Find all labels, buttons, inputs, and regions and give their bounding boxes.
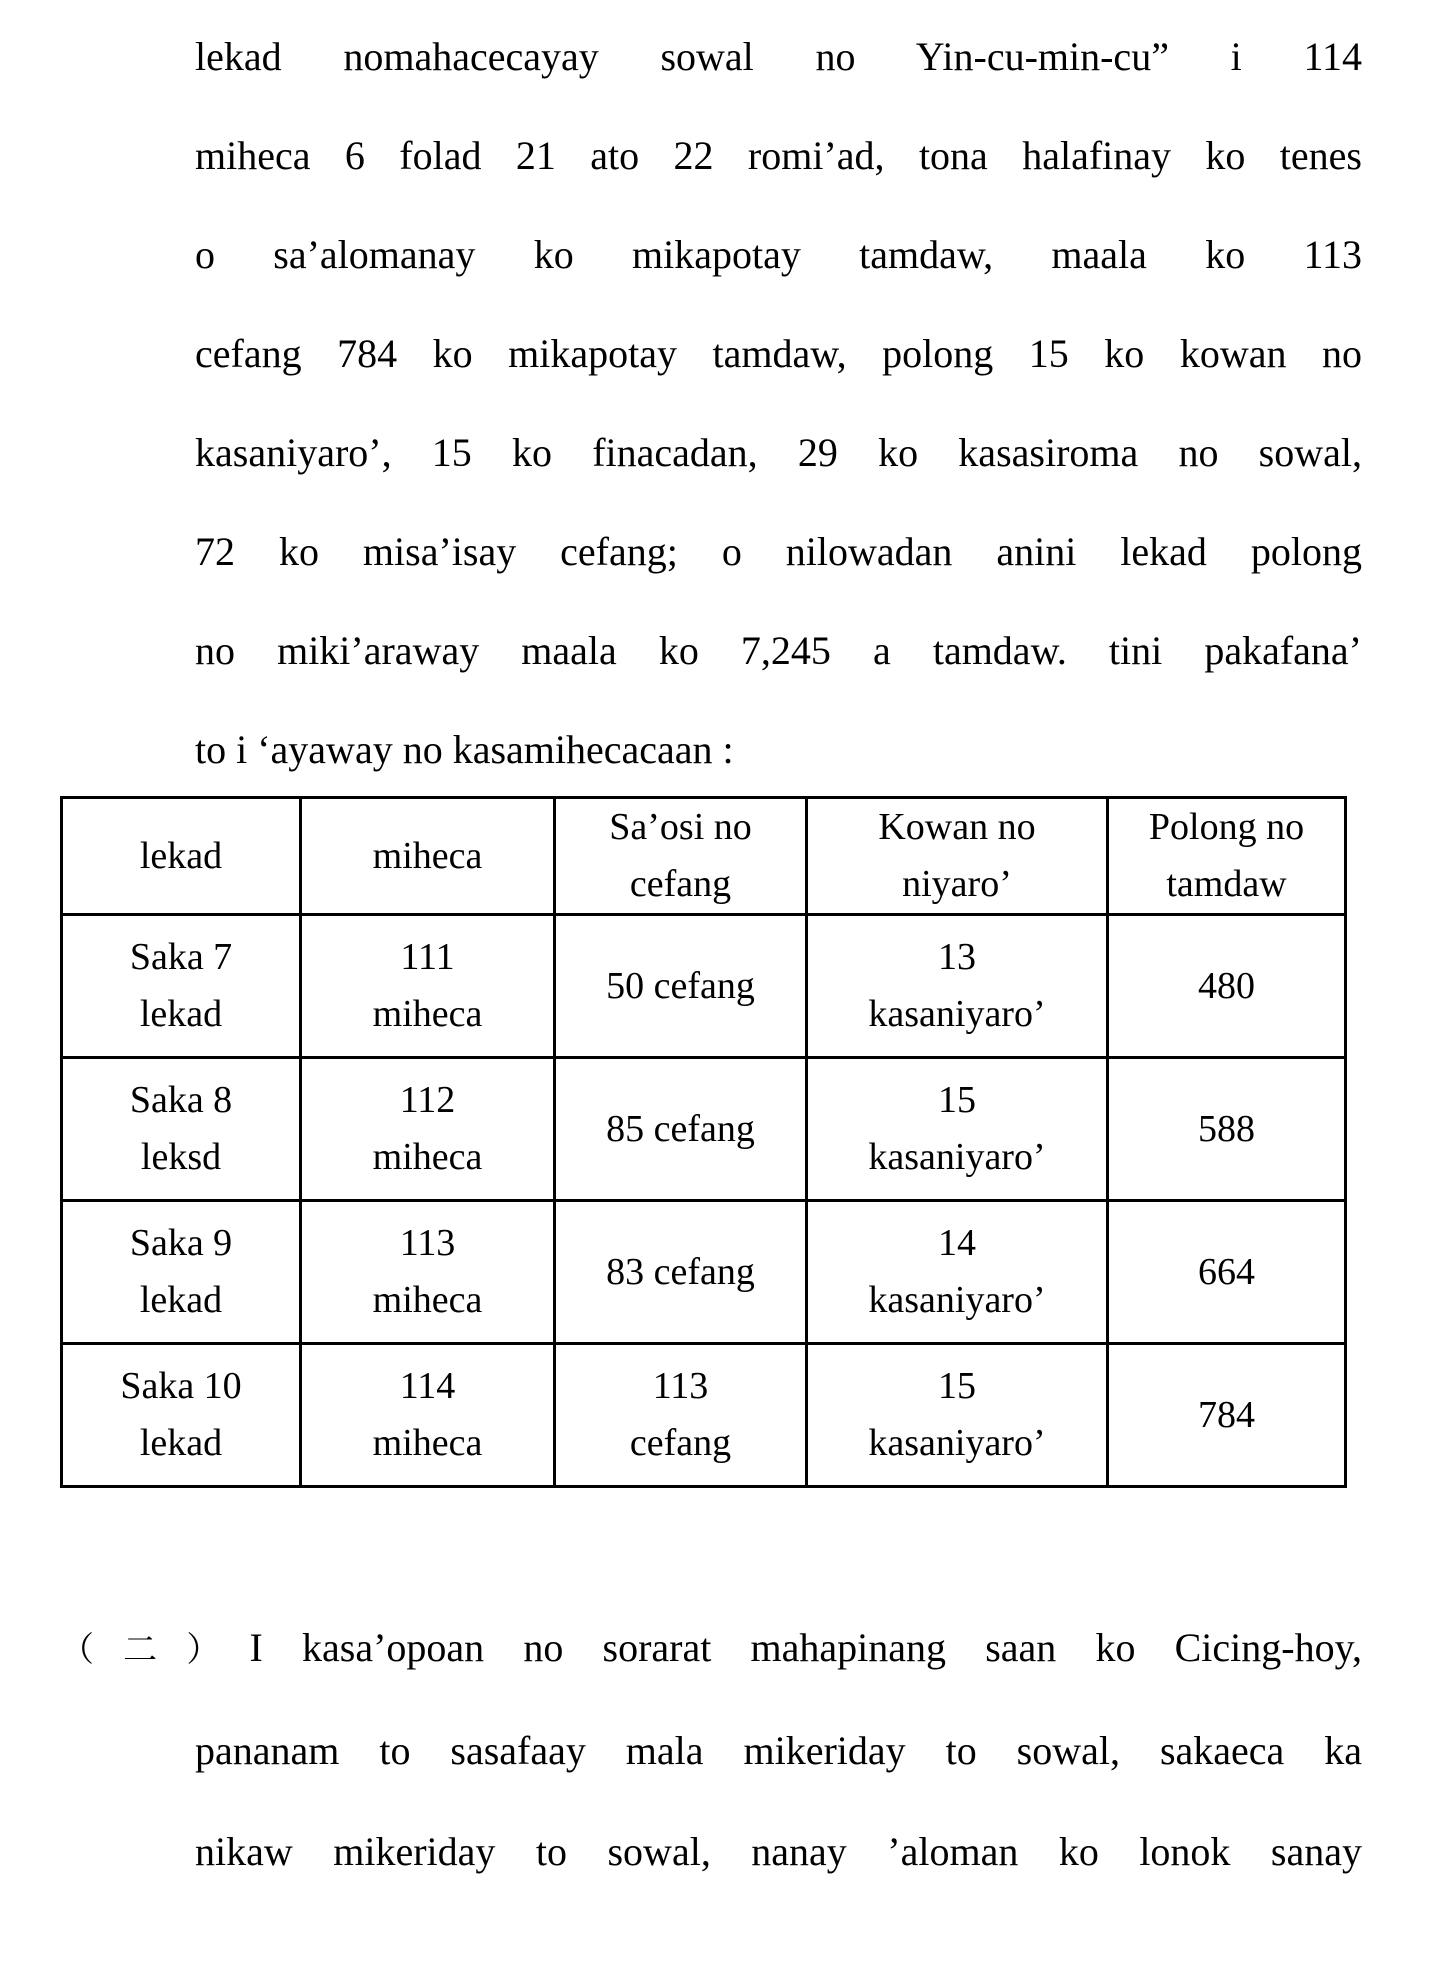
cell-text: cefang — [629, 863, 732, 905]
table-cell — [62, 915, 301, 1058]
table-row — [62, 1344, 1346, 1487]
cell-text: 113 — [652, 1365, 709, 1407]
table-cell — [1108, 1058, 1346, 1201]
table-cell — [1108, 915, 1346, 1058]
table-cell — [301, 1058, 555, 1201]
cell-text: 664 — [1198, 1250, 1255, 1293]
section-marker: （二） — [60, 1630, 250, 1670]
cell-text: 480 — [1198, 964, 1255, 1007]
text-line-content: I kasa’opoan no sorarat mahapinang saan ko Cicing-hoy, — [249, 1625, 1362, 1670]
cell-text: kasaniyaro’ — [868, 1422, 1046, 1464]
table-row — [62, 915, 1346, 1058]
cell-text: Polong no — [1148, 806, 1305, 848]
header-cell — [555, 798, 807, 915]
table-cell — [555, 915, 807, 1058]
cell-text: 83 cefang — [606, 1250, 755, 1293]
text-line: no miki’araway maala ko 7,245 a tamdaw. tini pakafana’ — [195, 628, 1362, 673]
cell-text: lekad — [139, 834, 223, 877]
table-cell — [807, 1201, 1108, 1344]
cell-text: 784 — [1198, 1393, 1255, 1436]
cell-text: Sa’osi no — [609, 806, 752, 848]
cell-text: miheca — [372, 1422, 483, 1464]
table-cell — [301, 915, 555, 1058]
table-cell — [807, 915, 1108, 1058]
header-cell — [1108, 798, 1346, 915]
header-cell — [62, 798, 301, 915]
table-cell — [301, 1201, 555, 1344]
cell-text: Saka 8 — [129, 1079, 233, 1121]
statistics-table — [60, 796, 1347, 1488]
table-cell — [1108, 1344, 1346, 1487]
cell-text: 588 — [1198, 1107, 1255, 1150]
cell-text: niyaro’ — [902, 863, 1012, 905]
cell-text: Saka 10 — [120, 1365, 242, 1407]
cell-text: 14 — [938, 1222, 976, 1264]
cell-text: miheca — [372, 834, 483, 877]
cell-text: leksd — [140, 1136, 222, 1178]
cell-text: 13 — [938, 936, 976, 978]
table-row — [62, 1058, 1346, 1201]
cell-text: miheca — [372, 993, 483, 1035]
table-cell — [62, 1201, 301, 1344]
header-cell — [807, 798, 1108, 915]
cell-text: 112 — [399, 1079, 456, 1121]
cell-text: kasaniyaro’ — [868, 1279, 1046, 1321]
cell-text: kasaniyaro’ — [868, 1136, 1046, 1178]
cell-text: 113 — [399, 1222, 456, 1264]
cell-text: 50 cefang — [606, 964, 755, 1007]
table-cell — [555, 1201, 807, 1344]
cell-text: miheca — [372, 1136, 483, 1178]
text-line: nikaw mikeriday to sowal, nanay ’aloman ko lonok sanay — [195, 1829, 1362, 1874]
table-cell — [555, 1344, 807, 1487]
table-cell — [301, 1344, 555, 1487]
text-line — [60, 1623, 1362, 1675]
table-cell — [807, 1058, 1108, 1201]
table-row — [62, 1201, 1346, 1344]
text-line: lekad nomahacecayay sowal no Yin-cu-min-cu” i 114 — [195, 34, 1362, 79]
table-header-row — [62, 798, 1346, 915]
header-cell — [301, 798, 555, 915]
cell-text: miheca — [372, 1279, 483, 1321]
table-cell — [807, 1344, 1108, 1487]
cell-text: 114 — [399, 1365, 456, 1407]
cell-text: 15 — [938, 1365, 976, 1407]
cell-text: 111 — [400, 936, 455, 978]
text-line: pananam to sasafaay mala mikeriday to sowal, sakaeca ka — [195, 1728, 1362, 1773]
text-line: 72 ko misa’isay cefang; o nilowadan anini lekad polong — [195, 529, 1362, 574]
text-line: cefang 784 ko mikapotay tamdaw, polong 15 ko kowan no — [195, 331, 1362, 376]
text-line: kasaniyaro’, 15 ko finacadan, 29 ko kasasiroma no sowal, — [195, 430, 1362, 475]
cell-text: lekad — [139, 1279, 223, 1321]
cell-text: lekad — [139, 1422, 223, 1464]
text-line: to i ‘ayaway no kasamihecacaan : — [195, 727, 734, 772]
cell-text: lekad — [139, 993, 223, 1035]
cell-text: 15 — [938, 1079, 976, 1121]
cell-text: tamdaw — [1166, 863, 1287, 905]
table-cell — [62, 1058, 301, 1201]
table-cell — [62, 1344, 301, 1487]
cell-text: kasaniyaro’ — [868, 993, 1046, 1035]
cell-text: Saka 7 — [129, 936, 233, 978]
cell-text: 85 cefang — [606, 1107, 755, 1150]
cell-text: cefang — [629, 1422, 732, 1464]
cell-text: Saka 9 — [129, 1222, 233, 1264]
table-cell — [1108, 1201, 1346, 1344]
cell-text: Kowan no — [878, 806, 1036, 848]
table-cell — [555, 1058, 807, 1201]
text-line: o sa’alomanay ko mikapotay tamdaw, maala ko 113 — [195, 232, 1362, 277]
text-line: miheca 6 folad 21 ato 22 romi’ad, tona halafinay ko tenes — [195, 133, 1362, 178]
